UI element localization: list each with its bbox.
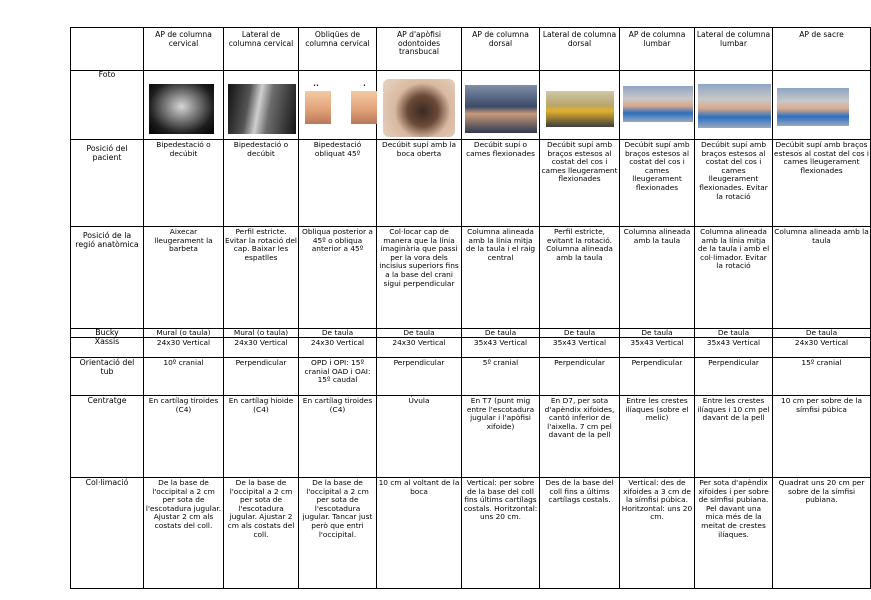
header-row xyxy=(71,28,871,71)
supine-patient-photo xyxy=(465,85,537,133)
table-cell: Vertical: des de xifoides a 3 cm de la símfisi púbica. Horitzontal: uns 20 cm. xyxy=(620,478,695,589)
table-cell: En cartílag tiroides (C4) xyxy=(144,396,224,478)
table-cell: Columna alineada amb la línia mitja de la taula i amb el col·limador. Evitar la rotació xyxy=(695,227,773,329)
table-cell: 24x30 Vertical xyxy=(144,338,224,358)
collimation-row xyxy=(71,478,871,589)
table-cell: Col·locar cap de manera que la línia imaginària que passi per la vora dels incisius superiors fins a la base del crani sigui perpendicular xyxy=(377,227,462,329)
bucky-row xyxy=(71,329,871,338)
table-cell: Decúbit supí amb braços estesos al costat del cos i cames lleugerament flexionades xyxy=(773,140,871,227)
table-cell: Perpendicular xyxy=(695,358,773,396)
table-cell: 35x43 Vertical xyxy=(540,338,620,358)
table-cell: 24x30 Vertical xyxy=(377,338,462,358)
photo-row: Foto •• • xyxy=(71,71,871,140)
table-cell: Perpendicular xyxy=(540,358,620,396)
table-cell: Perpendicular xyxy=(377,358,462,396)
table-cell: 35x43 Vertical xyxy=(620,338,695,358)
table-cell: Des de la base del coll fins a últims cartílags costals. xyxy=(540,478,620,589)
table-cell: Perfil estricte. Evitar la rotació del cap. Baixar les espatlles xyxy=(224,227,299,329)
table-cell: 35x43 Vertical xyxy=(695,338,773,358)
column-header: Lateral de columna dorsal xyxy=(540,28,620,71)
column-header: Lateral de columna lumbar xyxy=(695,28,773,71)
row-label: Orientació del tub xyxy=(71,358,144,396)
table-cell: Decúbit supí amb braços estesos al costat del cos i cames lleugerament flexionades xyxy=(620,140,695,227)
table-cell: En T7 (punt mig entre l'escotadura jugular i l'apòfisi xifoide) xyxy=(462,396,540,478)
table-cell: 10 cm per sobre de la símfisi púbica xyxy=(773,396,871,478)
patient-position-row xyxy=(71,140,871,227)
table-cell: De taula xyxy=(620,329,695,338)
lateral-lumbar-patient-photo xyxy=(698,84,771,128)
row-label: Bucky xyxy=(71,329,144,338)
table-cell: Vertical: per sobre de la base del coll fins últims cartílags costals. Horitzontal: uns 20 cm. xyxy=(462,478,540,589)
oblique-patient-photos xyxy=(305,91,331,124)
table-cell: 15º cranial xyxy=(773,358,871,396)
table-cell: De taula xyxy=(773,329,871,338)
table-cell: Perpendicular xyxy=(620,358,695,396)
table-cell: 5º cranial xyxy=(462,358,540,396)
corner-cell xyxy=(71,28,144,71)
tube-orientation-row xyxy=(71,358,871,396)
row-label: Posició del pacient xyxy=(71,140,144,227)
table-cell: En D7, per sota d'apèndix xifoides, cantó inferior de l'aixella. 7 cm pel davant de la pell xyxy=(540,396,620,478)
table-cell: Bipedestació obliquat 45º xyxy=(299,140,377,227)
column-header: AP d'apòfisi odontoides transbucal xyxy=(377,28,462,71)
row-label: Foto xyxy=(71,71,144,140)
row-label: Centratge xyxy=(71,396,144,478)
table-cell: Per sota d'apèndix xifoides i per sobre de símfisi pubiana. Pel davant una mica més de la meitat de crestes ilíaques. xyxy=(695,478,773,589)
row-label: Posició de la regió anatòmica xyxy=(71,227,144,329)
table-cell: Úvula xyxy=(377,396,462,478)
table-cell: Bipedestació o decúbit xyxy=(224,140,299,227)
table-cell: Columna alineada amb la taula xyxy=(620,227,695,329)
lateral-neck-xray-photo xyxy=(228,84,296,134)
column-header: Lateral de columna cervical xyxy=(224,28,299,71)
column-header: Obliqües de columna cervical xyxy=(299,28,377,71)
table-cell: Quadrat uns 20 cm per sobre de la símfisi pubiana. xyxy=(773,478,871,589)
table-cell: Obliqua posterior a 45º o obliqua anterior a 45º xyxy=(299,227,377,329)
table-cell: 10º cranial xyxy=(144,358,224,396)
table-cell: 24x30 Vertical xyxy=(224,338,299,358)
table-cell: En cartílag tiroides (C4) xyxy=(299,396,377,478)
table-cell: 10 cm al voltant de la boca xyxy=(377,478,462,589)
open-mouth-head-photo xyxy=(383,79,455,137)
table-cell: En cartílag hioide (C4) xyxy=(224,396,299,478)
table-cell: Mural (o taula) xyxy=(144,329,224,338)
table-cell: 24x30 Vertical xyxy=(773,338,871,358)
column-header: AP de columna cervical xyxy=(144,28,224,71)
table-cell: Perpendicular xyxy=(224,358,299,396)
row-label: Col·limació xyxy=(71,478,144,589)
table-cell: OPD i OPI: 15º cranial OAD i OAI: 15º caudal xyxy=(299,358,377,396)
column-header: AP de columna lumbar xyxy=(620,28,695,71)
table-cell: Bipedestació o decúbit xyxy=(144,140,224,227)
table-cell: Decúbit supí amb braços estesos al costat del cos i cames lleugerament flexionades. Evitar la rotació xyxy=(695,140,773,227)
table-cell: Columna alineada amb la línia mitja de la taula i el raig central xyxy=(462,227,540,329)
xassis-row xyxy=(71,338,871,358)
supine-lumbar-patient-photo xyxy=(623,86,693,122)
lateral-dorsal-patient-photo xyxy=(546,91,614,127)
table-cell: De taula xyxy=(540,329,620,338)
centering-row xyxy=(71,396,871,478)
table-cell: De taula xyxy=(462,329,540,338)
table-cell: Columna alineada amb la taula xyxy=(773,227,871,329)
column-header: AP de sacre xyxy=(773,28,871,71)
table-cell: De la base de l'occipital a 2 cm per sota de l'escotadura jugular. Ajustar 2 cm als costats del coll. xyxy=(224,478,299,589)
table-cell: Decúbit supí amb braços estesos al costat del cos i cames lleugerament flexionades xyxy=(540,140,620,227)
sacrum-patient-photo xyxy=(777,88,849,126)
chest-xray-photo xyxy=(149,84,214,134)
column-header: AP de columna dorsal xyxy=(462,28,540,71)
table-cell: Mural (o taula) xyxy=(224,329,299,338)
table-cell: De taula xyxy=(695,329,773,338)
table-cell: De la base de l'occipital a 2 cm per sota de l'escotadura jugular. Ajustar 2 cm als costats del coll. xyxy=(144,478,224,589)
row-label: Xassis xyxy=(71,338,144,358)
table-cell: Decúbit supí amb la boca oberta xyxy=(377,140,462,227)
table-cell: Perfil estricte, evitant la rotació. Columna alineada amb la taula xyxy=(540,227,620,329)
region-position-row xyxy=(71,227,871,329)
table-cell: 35x43 Vertical xyxy=(462,338,540,358)
table-cell: Decúbit supí o cames flexionades xyxy=(462,140,540,227)
table-cell: Aixecar lleugerament la barbeta xyxy=(144,227,224,329)
table-cell: De taula xyxy=(299,329,377,338)
table-cell: 24x30 Vertical xyxy=(299,338,377,358)
table-cell: De la base de l'occipital a 2 cm per sota de l'escotadura jugular. Tancar just però que entri l'occipital. xyxy=(299,478,377,589)
radiology-positioning-table xyxy=(70,27,871,589)
table-cell: Entre les crestes ilíaques (sobre el melic) xyxy=(620,396,695,478)
table-cell: De taula xyxy=(377,329,462,338)
table-cell: Entre les crestes ilíaques i 10 cm pel davant de la pell xyxy=(695,396,773,478)
